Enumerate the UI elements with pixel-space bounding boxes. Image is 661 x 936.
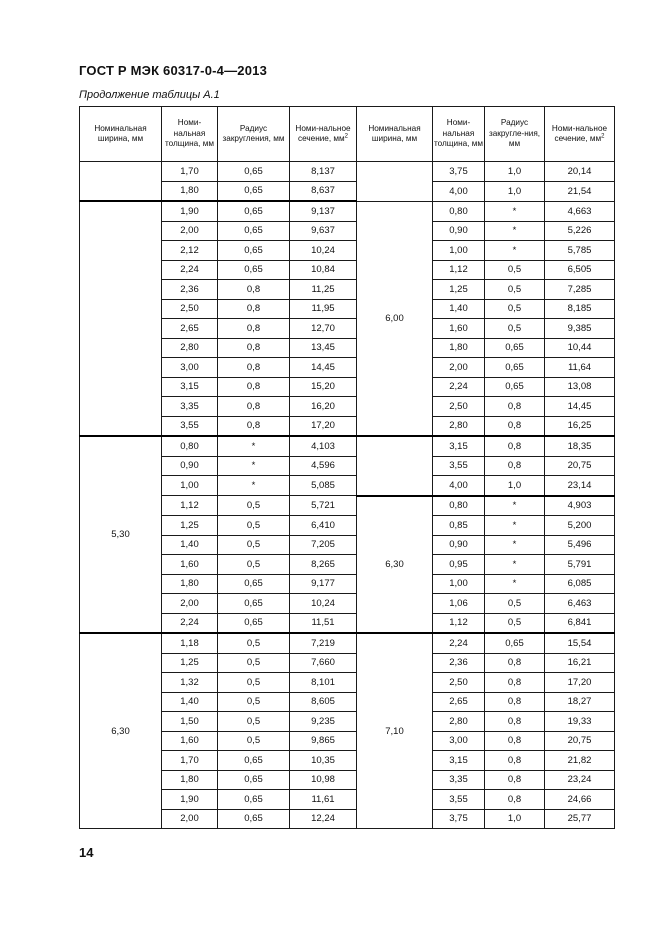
cell-thickness: 3,35	[162, 397, 218, 417]
cell-thickness: 1,25	[162, 653, 218, 673]
cell-section: 10,44	[545, 338, 615, 358]
cell-section: 25,77	[545, 809, 615, 829]
cell-radius: *	[218, 456, 290, 476]
col-header-nominal-section-left	[290, 107, 357, 162]
cell-section: 11,61	[290, 790, 357, 810]
cell-section: 10,24	[290, 594, 357, 614]
cell-thickness: 3,00	[433, 731, 485, 751]
document-header: ГОСТ Р МЭК 60317-0-4—2013	[79, 63, 268, 78]
cell-section: 17,20	[290, 416, 357, 436]
cell-section: 13,08	[545, 377, 615, 397]
cell-thickness: 1,25	[433, 280, 485, 300]
cell-radius: 0,8	[218, 397, 290, 417]
cell-thickness: 1,12	[433, 613, 485, 633]
cell-section: 14,45	[290, 358, 357, 378]
cell-thickness: 1,12	[433, 260, 485, 280]
cell-section: 8,265	[290, 555, 357, 575]
cell-thickness: 2,36	[433, 653, 485, 673]
cell-thickness: 1,12	[162, 496, 218, 516]
cell-radius: 0,65	[218, 162, 290, 182]
cell-section: 10,35	[290, 751, 357, 771]
cell-section: 19,33	[545, 712, 615, 732]
cell-thickness: 1,90	[162, 790, 218, 810]
superscript: 2	[601, 133, 605, 140]
cell-section: 18,35	[545, 436, 615, 456]
cell-thickness: 3,15	[433, 751, 485, 771]
cell-thickness: 0,85	[433, 516, 485, 536]
nominal-width-cell: 6,00	[357, 201, 433, 436]
cell-radius: 0,65	[218, 594, 290, 614]
cell-section: 16,21	[545, 653, 615, 673]
cell-thickness: 3,55	[162, 416, 218, 436]
cell-thickness: 2,00	[162, 221, 218, 241]
cell-section: 9,385	[545, 319, 615, 339]
cell-radius: 0,8	[485, 712, 545, 732]
cell-thickness: 2,80	[433, 416, 485, 436]
cell-section: 9,865	[290, 731, 357, 751]
cell-radius: 0,8	[485, 692, 545, 712]
cell-section: 16,25	[545, 416, 615, 436]
cell-section: 10,84	[290, 260, 357, 280]
cell-radius: 0,8	[485, 770, 545, 790]
nominal-width-cell	[357, 436, 433, 496]
cell-thickness: 3,55	[433, 456, 485, 476]
cell-radius: 0,8	[218, 416, 290, 436]
cell-radius: 0,65	[218, 809, 290, 829]
cell-radius: 1,0	[485, 181, 545, 201]
nominal-width-cell	[357, 162, 433, 202]
cell-radius: 0,65	[218, 181, 290, 201]
page-number: 14	[79, 845, 94, 860]
cell-thickness: 0,90	[433, 221, 485, 241]
cell-radius: 0,65	[485, 358, 545, 378]
cell-section: 6,410	[290, 516, 357, 536]
cell-section: 11,95	[290, 299, 357, 319]
cell-thickness: 2,65	[162, 319, 218, 339]
cell-thickness: 0,80	[433, 496, 485, 516]
cell-section: 12,70	[290, 319, 357, 339]
cell-thickness: 1,80	[433, 338, 485, 358]
cell-thickness: 2,80	[433, 712, 485, 732]
cell-thickness: 0,90	[433, 535, 485, 555]
cell-radius: *	[485, 241, 545, 261]
cell-thickness: 1,50	[162, 712, 218, 732]
cell-section: 5,200	[545, 516, 615, 536]
nominal-width-cell: 6,30	[357, 496, 433, 634]
cell-radius: 0,65	[218, 201, 290, 221]
cell-section: 9,637	[290, 221, 357, 241]
cell-thickness: 1,90	[162, 201, 218, 221]
cell-section: 5,085	[290, 476, 357, 496]
cell-thickness: 1,80	[162, 181, 218, 201]
cell-thickness: 1,40	[433, 299, 485, 319]
cell-radius: 0,8	[218, 319, 290, 339]
cell-radius: 0,5	[218, 712, 290, 732]
cell-thickness: 3,75	[433, 162, 485, 182]
cell-section: 8,605	[290, 692, 357, 712]
cell-section: 11,64	[545, 358, 615, 378]
cell-radius: 0,5	[485, 280, 545, 300]
cell-thickness: 2,12	[162, 241, 218, 261]
cell-radius: *	[485, 201, 545, 221]
cell-thickness: 1,40	[162, 535, 218, 555]
cell-radius: 0,5	[218, 653, 290, 673]
cell-thickness: 3,00	[162, 358, 218, 378]
cell-section: 12,24	[290, 809, 357, 829]
table-body	[80, 162, 615, 829]
cell-thickness: 0,90	[162, 456, 218, 476]
cell-thickness: 1,80	[162, 574, 218, 594]
cell-thickness: 2,24	[162, 613, 218, 633]
cell-thickness: 1,00	[433, 241, 485, 261]
col-header-corner-radius-left: Радиус закругления, мм	[218, 107, 290, 162]
wire-dimensions-table	[79, 106, 615, 829]
cell-thickness: 1,70	[162, 162, 218, 182]
table-row	[80, 162, 615, 182]
cell-thickness: 2,24	[433, 633, 485, 653]
cell-thickness: 2,00	[162, 594, 218, 614]
cell-thickness: 2,65	[433, 692, 485, 712]
cell-section: 23,24	[545, 770, 615, 790]
cell-section: 4,596	[290, 456, 357, 476]
cell-thickness: 2,00	[162, 809, 218, 829]
cell-radius: 0,8	[485, 751, 545, 771]
cell-radius: 0,8	[218, 280, 290, 300]
cell-thickness: 1,06	[433, 594, 485, 614]
cell-thickness: 1,60	[162, 731, 218, 751]
cell-thickness: 2,00	[433, 358, 485, 378]
cell-thickness: 1,00	[433, 574, 485, 594]
cell-thickness: 0,80	[162, 436, 218, 456]
cell-section: 5,791	[545, 555, 615, 575]
cell-section: 9,235	[290, 712, 357, 732]
cell-section: 5,496	[545, 535, 615, 555]
cell-section: 8,185	[545, 299, 615, 319]
cell-radius: *	[218, 436, 290, 456]
cell-section: 23,14	[545, 476, 615, 496]
cell-radius: 0,65	[218, 241, 290, 261]
cell-thickness: 1,60	[162, 555, 218, 575]
cell-section: 7,285	[545, 280, 615, 300]
cell-thickness: 3,35	[433, 770, 485, 790]
cell-section: 4,103	[290, 436, 357, 456]
col-header-nominal-thickness-left: Номи-нальная толщина, мм	[162, 107, 218, 162]
col-header-nominal-thickness-right: Номи-нальная толщина, мм	[433, 107, 485, 162]
table-caption: Продолжение таблицы А.1	[79, 89, 220, 101]
cell-section: 9,137	[290, 201, 357, 221]
cell-thickness: 4,00	[433, 181, 485, 201]
cell-thickness: 1,25	[162, 516, 218, 536]
cell-thickness: 2,50	[433, 673, 485, 693]
cell-section: 5,785	[545, 241, 615, 261]
cell-section: 20,75	[545, 456, 615, 476]
cell-section: 5,226	[545, 221, 615, 241]
table-row	[80, 436, 615, 456]
cell-section: 21,82	[545, 751, 615, 771]
cell-section: 6,505	[545, 260, 615, 280]
table-row	[80, 201, 615, 221]
cell-thickness: 1,18	[162, 633, 218, 653]
cell-section: 10,24	[290, 241, 357, 261]
cell-section: 15,54	[545, 633, 615, 653]
cell-thickness: 3,75	[433, 809, 485, 829]
col-header-nominal-width-left: Номинальная ширина, мм	[80, 107, 162, 162]
cell-section: 8,637	[290, 181, 357, 201]
cell-radius: 0,8	[218, 299, 290, 319]
cell-section: 24,66	[545, 790, 615, 810]
cell-radius: 0,65	[218, 790, 290, 810]
cell-radius: *	[485, 535, 545, 555]
cell-thickness: 3,55	[433, 790, 485, 810]
cell-thickness: 1,00	[162, 476, 218, 496]
cell-radius: 0,8	[218, 338, 290, 358]
cell-thickness: 1,80	[162, 770, 218, 790]
nominal-width-cell	[80, 201, 162, 436]
cell-section: 10,98	[290, 770, 357, 790]
cell-radius: 0,5	[218, 731, 290, 751]
cell-radius: 0,65	[218, 751, 290, 771]
cell-radius: 0,65	[218, 574, 290, 594]
cell-radius: 0,5	[485, 260, 545, 280]
cell-radius: 1,0	[485, 476, 545, 496]
cell-radius: 0,5	[218, 673, 290, 693]
cell-section: 7,219	[290, 633, 357, 653]
cell-section: 20,14	[545, 162, 615, 182]
col-header-corner-radius-right: Радиус закругле-ния, мм	[485, 107, 545, 162]
nominal-width-cell	[80, 162, 162, 202]
cell-section: 18,27	[545, 692, 615, 712]
cell-radius: 0,5	[218, 535, 290, 555]
cell-section: 6,841	[545, 613, 615, 633]
nominal-width-cell: 6,30	[80, 633, 162, 829]
cell-radius: 0,5	[218, 633, 290, 653]
cell-thickness: 2,80	[162, 338, 218, 358]
cell-radius: 0,5	[485, 594, 545, 614]
cell-section: 6,085	[545, 574, 615, 594]
cell-radius: 1,0	[485, 162, 545, 182]
table-row	[80, 633, 615, 653]
col-header-nominal-width-right: Номинальная ширина, мм	[357, 107, 433, 162]
cell-radius: *	[485, 516, 545, 536]
cell-radius: 0,5	[218, 516, 290, 536]
cell-radius: 0,8	[485, 397, 545, 417]
cell-thickness: 3,15	[433, 436, 485, 456]
cell-section: 4,663	[545, 201, 615, 221]
cell-radius: 0,65	[218, 770, 290, 790]
nominal-width-cell: 5,30	[80, 436, 162, 633]
cell-radius: 0,8	[218, 377, 290, 397]
cell-thickness: 0,95	[433, 555, 485, 575]
cell-section: 21,54	[545, 181, 615, 201]
cell-radius: 0,8	[485, 436, 545, 456]
cell-thickness: 2,36	[162, 280, 218, 300]
cell-radius: 1,0	[485, 809, 545, 829]
col-header-nominal-section-right	[545, 107, 615, 162]
cell-thickness: 1,60	[433, 319, 485, 339]
cell-section: 4,903	[545, 496, 615, 516]
cell-thickness: 0,80	[433, 201, 485, 221]
cell-section: 6,463	[545, 594, 615, 614]
cell-radius: 0,5	[218, 496, 290, 516]
cell-radius: 0,8	[485, 731, 545, 751]
cell-radius: 0,65	[485, 377, 545, 397]
cell-radius: 0,65	[485, 338, 545, 358]
cell-section: 16,20	[290, 397, 357, 417]
cell-radius: *	[218, 476, 290, 496]
cell-radius: *	[485, 496, 545, 516]
cell-radius: *	[485, 221, 545, 241]
cell-thickness: 1,70	[162, 751, 218, 771]
cell-radius: 0,65	[485, 633, 545, 653]
cell-section: 9,177	[290, 574, 357, 594]
superscript: 2	[344, 133, 348, 140]
table-header-row	[80, 107, 615, 162]
cell-radius: 0,65	[218, 613, 290, 633]
cell-section: 11,51	[290, 613, 357, 633]
cell-radius: *	[485, 555, 545, 575]
cell-thickness: 2,24	[433, 377, 485, 397]
cell-section: 7,660	[290, 653, 357, 673]
cell-thickness: 3,15	[162, 377, 218, 397]
cell-radius: 0,8	[218, 358, 290, 378]
cell-section: 13,45	[290, 338, 357, 358]
cell-thickness: 4,00	[433, 476, 485, 496]
cell-radius: 0,8	[485, 790, 545, 810]
cell-section: 8,137	[290, 162, 357, 182]
cell-section: 11,25	[290, 280, 357, 300]
cell-thickness: 2,50	[433, 397, 485, 417]
section-header-text: Номи-нальное сечение, мм	[295, 123, 351, 143]
cell-radius: 0,65	[218, 260, 290, 280]
cell-radius: 0,8	[485, 456, 545, 476]
cell-thickness: 2,50	[162, 299, 218, 319]
section-header-text: Номи-нальное сечение, мм	[551, 123, 608, 143]
cell-thickness: 1,32	[162, 673, 218, 693]
cell-radius: 0,5	[485, 319, 545, 339]
cell-section: 20,75	[545, 731, 615, 751]
cell-radius: 0,8	[485, 653, 545, 673]
cell-radius: 0,65	[218, 221, 290, 241]
cell-section: 17,20	[545, 673, 615, 693]
cell-radius: 0,5	[485, 613, 545, 633]
cell-radius: 0,8	[485, 673, 545, 693]
cell-radius: 0,5	[485, 299, 545, 319]
cell-radius: 0,5	[218, 555, 290, 575]
cell-radius: 0,8	[485, 416, 545, 436]
cell-radius: 0,5	[218, 692, 290, 712]
cell-section: 15,20	[290, 377, 357, 397]
cell-thickness: 2,24	[162, 260, 218, 280]
cell-section: 14,45	[545, 397, 615, 417]
nominal-width-cell: 7,10	[357, 633, 433, 829]
cell-section: 5,721	[290, 496, 357, 516]
cell-section: 8,101	[290, 673, 357, 693]
cell-section: 7,205	[290, 535, 357, 555]
cell-radius: *	[485, 574, 545, 594]
cell-thickness: 1,40	[162, 692, 218, 712]
